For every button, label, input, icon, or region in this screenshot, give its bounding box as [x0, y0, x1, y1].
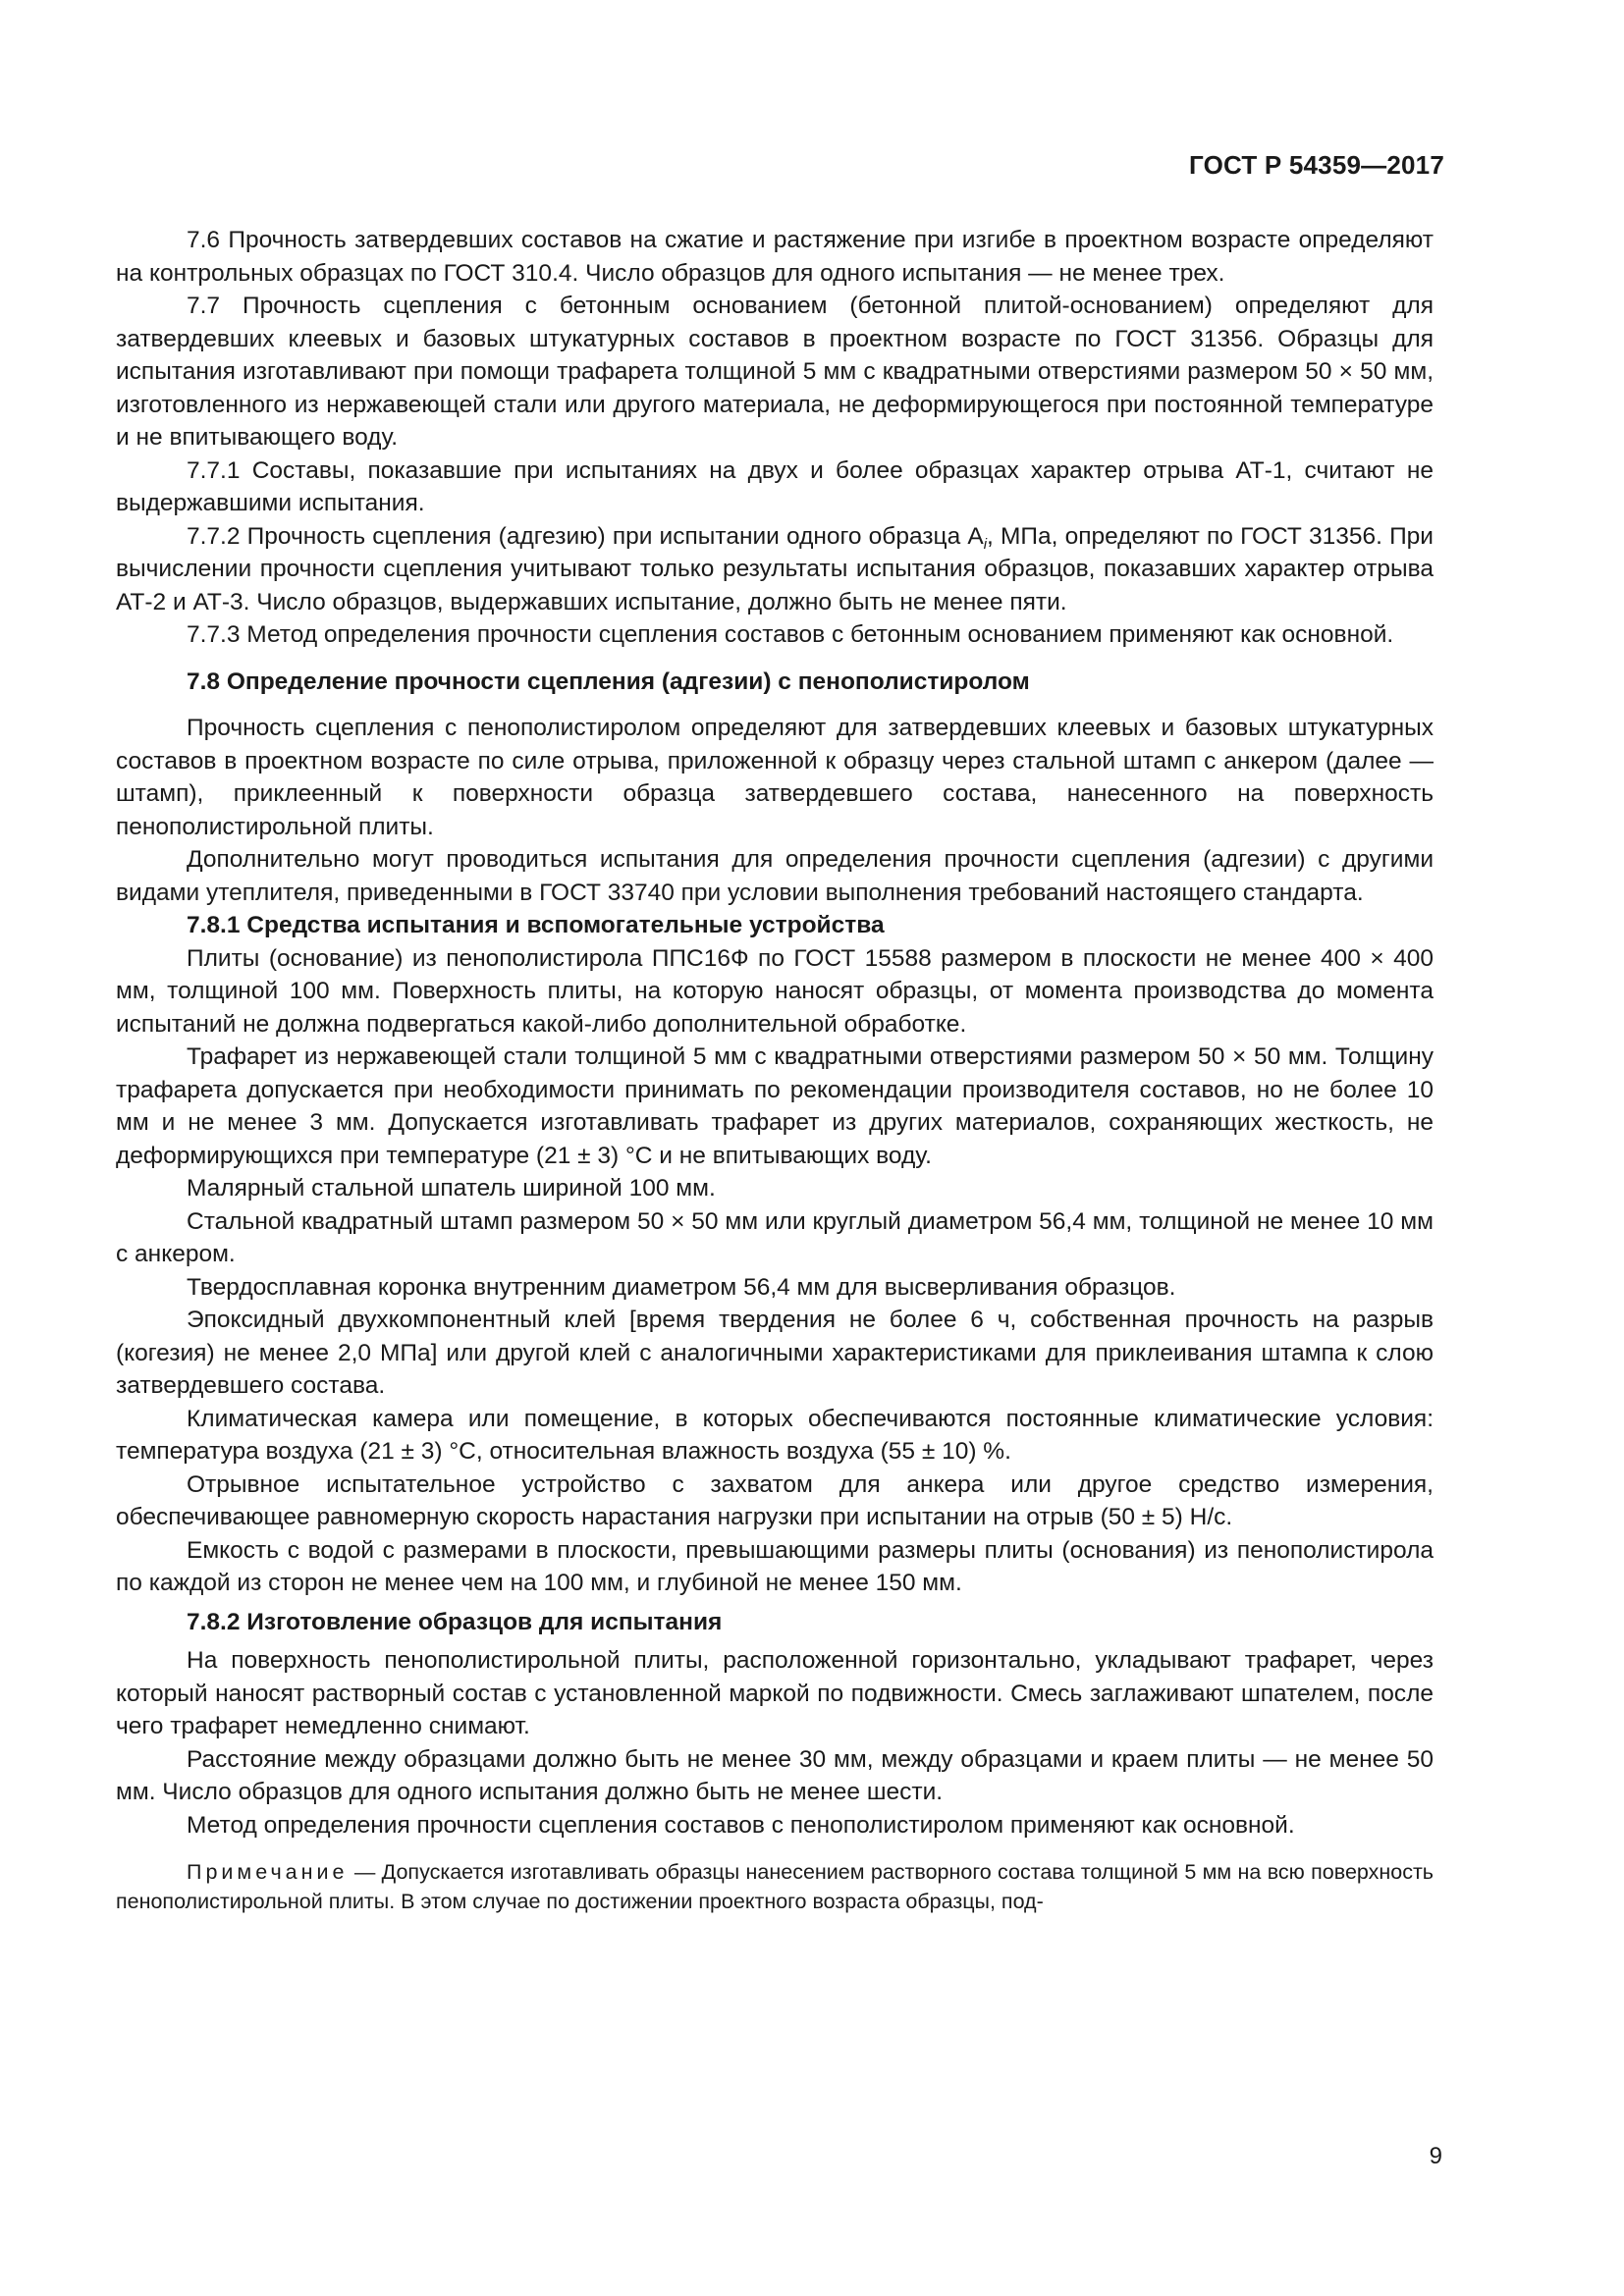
section-heading-7-8-2: 7.8.2 Изготовление образцов для испытания	[187, 1608, 723, 1635]
page-number: 9	[1429, 2143, 1442, 2169]
paragraph-7-6: 7.6 Прочность затвердевших составов на сжатие и растяжение при изгибе в проектном возрасте определяют на контрольных образцах по ГОСТ 310.4. Число образцов для одного испытания — не менее трех.	[116, 227, 1434, 287]
paragraph-epoxy: Эпоксидный двухкомпонентный клей [время твердения не более 6 ч, собственная прочность на разрыв (когезия) не менее 2,0 МПа] или другой клей с аналогичными характеристиками для приклеивания штампа к слою затвердевшего состава.	[116, 1307, 1434, 1399]
paragraph-climate-chamber: Климатическая камера или помещение, в которых обеспечиваются постоянные климатические условия: температура воздуха (21 ± 3) °С, относительная влажность воздуха (55 ± 10) %.	[116, 1405, 1434, 1465]
paragraph-plates: Плиты (основание) из пенополистирола ППС16Ф по ГОСТ 15588 размером в плоскости не менее 400 × 400 мм, толщиной 100 мм. Поверхность плиты, на которую наносят образцы, от момента производства до момента испытаний не должна подвергаться какой-либо дополнительной обработке.	[116, 944, 1434, 1038]
paragraph-7-7: 7.7 Прочность сцепления с бетонным основанием (бетонной плитой-основанием) определяют для затвердевших клеевых и базовых штукатурных составов в проектном возрасте по ГОСТ 31356. Образцы для испытания изготавливают при помощи трафарета толщиной 5 мм с квадратными отверстиями размером 50 × 50 мм, изготовленного из нержавеющей стали или другого материала, не деформирующегося при постоянной температуре и не впитывающего воду.	[116, 293, 1434, 451]
subscript-i: i	[983, 535, 988, 553]
paragraph-7-8-additional: Дополнительно могут проводиться испытания для определения прочности сцепления (адгезии) с другими видами утеплителя, приведенными в ГОСТ 33740 при условии выполнения требований настоящего стандарта.	[116, 846, 1434, 906]
note	[116, 1857, 1434, 1916]
paragraph-7-7-2	[116, 520, 1434, 619]
paragraph-stamp: Стальной квадратный штамп размером 50 × 50 мм или круглый диаметром 56,4 мм, толщиной не менее 10 мм с анкером.	[116, 1207, 1434, 1267]
paragraph-method-main: Метод определения прочности сцепления составов с пенополистиролом применяют как основной.	[187, 1811, 1295, 1839]
section-heading-7-8: 7.8 Определение прочности сцепления (адгезии) с пенополистиролом	[187, 667, 1030, 695]
paragraph-stencil: Трафарет из нержавеющей стали толщиной 5 мм с квадратными отверстиями размером 50 × 50 мм. Толщину трафарета допускается при необходимости принимать по рекомендации производителя составов, но не более 10 мм и не менее 3 мм. Допускается изготавливать трафарет из других материалов, сохраняющих жесткость, не деформирующихся при температуре (21 ± 3) °С и не впитывающих воду.	[116, 1043, 1434, 1169]
paragraph-7-7-2-end: , МПа, определяют по ГОСТ 31356. При вычислении прочности сцепления учитывают только результаты испытания образцов, показавших характер отрыва АТ-2 и АТ-3. Число образцов, выдержавших испытание, должно быть не менее пяти.	[116, 522, 1434, 615]
page-body	[116, 224, 1434, 1916]
document-code: ГОСТ Р 54359—2017	[1189, 150, 1444, 180]
section-heading-7-8-1: 7.8.1 Средства испытания и вспомогательные устройства	[187, 912, 885, 938]
paragraph-sample-application: На поверхность пенополистирольной плиты, расположенной горизонтально, укладывают трафарет, через который наносят растворный состав с установленной маркой по подвижности. Смесь заглаживают шпателем, после чего трафарет немедленно снимают.	[116, 1647, 1434, 1739]
paragraph-spatula: Малярный стальной шпатель шириной 100 мм.	[187, 1175, 716, 1201]
paragraph-7-8-intro: Прочность сцепления с пенополистиролом определяют для затвердевших клеевых и базовых штукатурных составов в проектном возрасте по силе отрыва, приложенной к образцу через стальной штамп с анкером (далее — штамп), приклеенный к поверхности образца затвердевшего состава, нанесенного на поверхность пенополистирольной плиты.	[116, 715, 1434, 840]
paragraph-pull-off-device: Отрывное испытательное устройство с захватом для анкера или другое средство измерения, обеспечивающее равномерную скорость нарастания нагрузки при испытании на отрыв (50 ± 5) Н/с.	[116, 1470, 1434, 1530]
paragraph-sample-spacing: Расстояние между образцами должно быть не менее 30 мм, между образцами и краем плиты — не менее 50 мм. Число образцов для одного испытания должно быть не менее шести.	[116, 1745, 1434, 1805]
paragraph-7-7-1: 7.7.1 Составы, показавшие при испытаниях на двух и более образцах характер отрыва АТ-1, считают не выдержавшими испытания.	[116, 456, 1434, 516]
paragraph-7-7-2-start: 7.7.2 Прочность сцепления (адгезию) при испытании одного образца A	[187, 522, 984, 550]
paragraph-water-container: Емкость с водой с размерами в плоскости, превышающими размеры плиты (основания) из пенополистирола по каждой из сторон не менее чем на 100 мм, и глубиной не менее 150 мм.	[116, 1536, 1434, 1596]
note-label: Примечание	[187, 1860, 349, 1884]
paragraph-7-7-3: 7.7.3 Метод определения прочности сцепления составов с бетонным основанием применяют как основной.	[187, 621, 1394, 648]
note-text: — Допускается изготавливать образцы нанесением растворного состава толщиной 5 мм на всю поверхность пенополистирольной плиты. В этом случае по достижении проектного возраста образцы, под-	[116, 1860, 1434, 1913]
paragraph-crown-bit: Твердосплавная коронка внутренним диаметром 56,4 мм для высверливания образцов.	[187, 1273, 1176, 1301]
